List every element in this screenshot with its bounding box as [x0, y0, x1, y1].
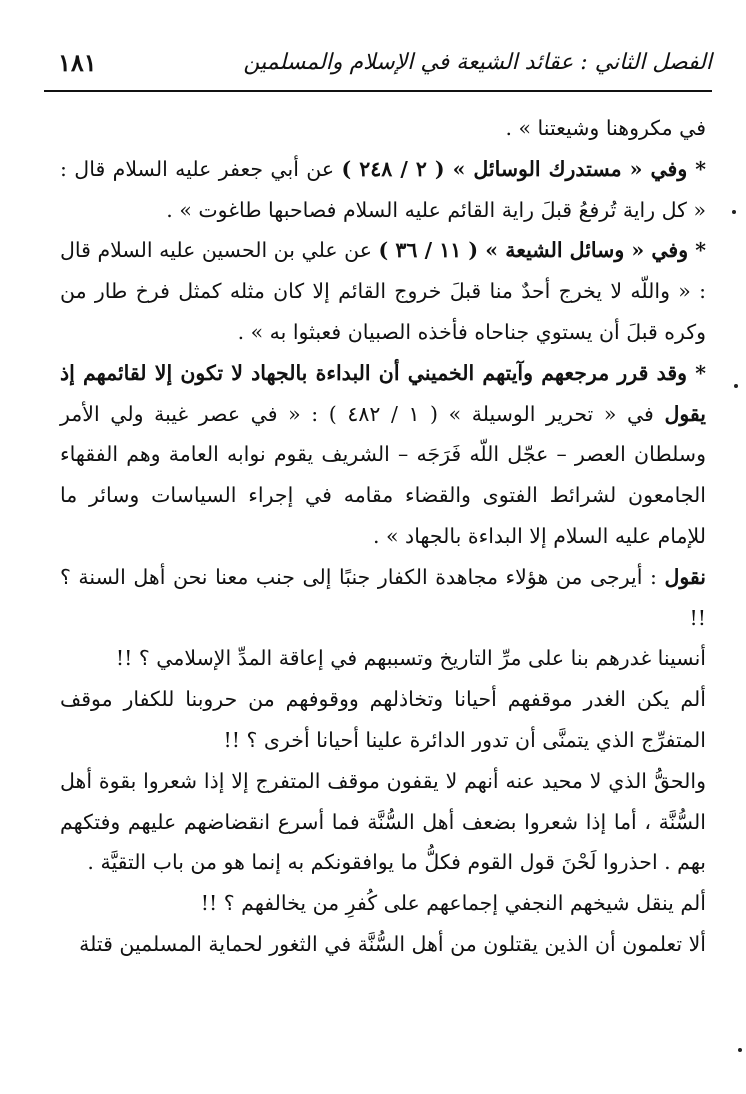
paragraph-text: ألا تعلمون أن الذين يقتلون من أهل السُّنَّة في الثغور لحماية المسلمين قتلة [79, 931, 706, 956]
paragraph [60, 108, 706, 149]
paragraph-text: عن علي بن الحسين عليه السلام قال : « واللّه لا يخرج أحدٌ منا قبلَ خروج القائم إلا كان مثله كمثل فرخ طار من وكره قبلَ أن يستوي جناحاه فأخذه الصبيان فعبثوا به » . [60, 238, 706, 344]
running-header [44, 40, 712, 92]
paragraph-text: عن أبي جعفر عليه السلام قال : « كل راية تُرفعُ قبلَ راية القائم عليه السلام فصاحبها طاغوت » . [60, 156, 706, 222]
scan-speck [734, 384, 738, 388]
paragraph-text: في « تحرير الوسيلة » ( ١ / ٤٨٢ ) : « في عصر غيبة ولي الأمر وسلطان العصر – عجّل اللّه فَرَجَه – الشريف يقوم نوابه العامة وهم الفقهاء الجامعون لشرائط الفتوى والقضاء مقامه في إجراء السياسات وسائر ما للإمام عليه السلام إلا البداءة بالجهاد » . [60, 401, 706, 548]
page-body [60, 108, 706, 965]
paragraph [60, 557, 706, 639]
paragraph-text: ألم ينقل شيخهم النجفي إجماعهم على كُفرِ من يخالفهم ؟ !! [200, 891, 706, 916]
paragraph-text: والحقُّ الذي لا محيد عنه أنهم لا يقفون موقف المتفرج إلا إذا شعروا بقوة أهل السُّنَّة ، أما إذا شعروا بضعف أهل السُّنَّة فما أسرع انقضاضهم عليهم وفتكهم بهم . احذروا لَحْنَ قول القوم فكلُّ ما يوافقونكم به إنما هو من باب التقيَّة . [60, 768, 706, 875]
paragraph [60, 924, 706, 965]
paragraph-text: : أيرجى من هؤلاء مجاهدة الكفار جنبًا إلى جنب معنا نحن أهل السنة ؟ !! [60, 564, 706, 630]
paragraph-text: أنسينا غدرهم بنا على مرِّ التاريخ وتسببهم في إعاقة المدِّ الإسلامي ؟ !! [115, 646, 706, 671]
scan-speck [732, 210, 736, 214]
paragraph [60, 883, 706, 924]
paragraph [60, 761, 706, 883]
paragraph [60, 149, 706, 231]
paragraph-lead: * وقد قرر مرجعهم وآيتهم الخميني أن البداءة بالجهاد لا تكون إلا لقائمهم إذ يقول [60, 360, 706, 426]
running-title: الفصل الثاني : عقائد الشيعة في الإسلام والمسلمين [243, 50, 712, 75]
paragraph [60, 230, 706, 352]
scan-speck [738, 1048, 742, 1052]
paragraph-lead: نقول [664, 564, 706, 589]
paragraph [60, 638, 706, 679]
paragraph-lead: * وفي « وسائل الشيعة » ( ١١ / ٣٦ ) [378, 238, 706, 263]
paragraph [60, 679, 706, 761]
header-rule [44, 90, 712, 92]
paragraph-lead: * وفي « مستدرك الوسائل » ( ٢ / ٢٤٨ ) [341, 156, 706, 181]
paragraph-text: في مكروهنا وشيعتنا » . [505, 116, 706, 140]
paragraph [60, 353, 706, 557]
paragraph-text: ألم يكن الغدر موقفهم أحيانا وتخاذلهم ووقوفهم من حروبنا للكفار موقف المتفرِّج الذي يتمنَّى أن تدور الدائرة علينا أحيانا أخرى ؟ !! [60, 687, 706, 752]
page-number: ١٨١ [58, 48, 97, 77]
